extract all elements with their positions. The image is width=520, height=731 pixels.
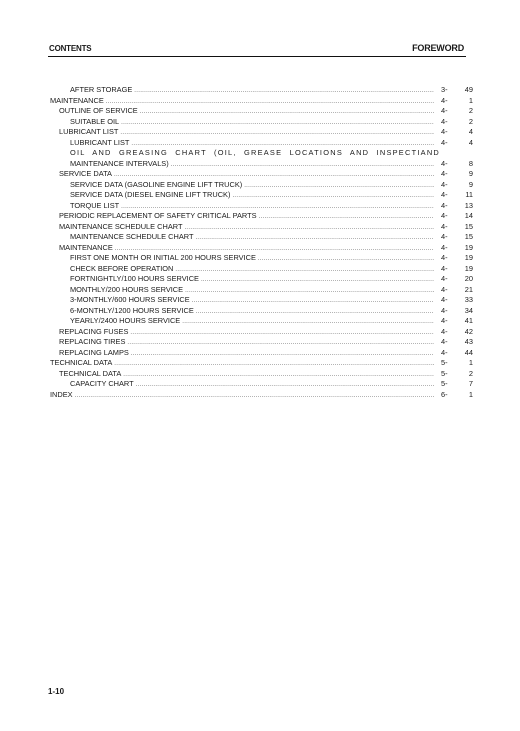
toc-entry-section: 4-: [441, 190, 448, 200]
toc-entry-page: 2: [468, 368, 473, 378]
toc-entry: [50, 305, 473, 317]
toc-entry: [50, 284, 473, 296]
toc-entry-page-ref: [439, 369, 473, 380]
toc-entry-page-ref: [439, 243, 473, 254]
toc-entry-title: SERVICE DATA (GASOLINE ENGINE LIFT TRUCK): [70, 179, 243, 189]
toc-entry-title: MAINTENANCE: [59, 242, 113, 252]
toc-entry: [50, 326, 473, 338]
toc-entry-page-ref: [439, 85, 473, 96]
toc-entry-section: 4-: [441, 137, 448, 147]
toc-entry-section: 4-: [441, 274, 448, 284]
toc-entry-section: 4-: [441, 221, 448, 231]
toc-entry-title: CAPACITY CHART: [70, 379, 134, 389]
toc-entry-title: MONTHLY/200 HOURS SERVICE: [70, 284, 184, 294]
toc-entry-title: OUTLINE OF SERVICE: [59, 106, 138, 116]
toc-entry: [50, 127, 473, 138]
toc-entry: [50, 200, 473, 212]
toc-entry-section: 4-: [441, 200, 448, 210]
toc-entry: [50, 253, 473, 264]
toc-entry-page: 15: [464, 221, 473, 231]
toc-entry-title: MAINTENANCE SCHEDULE CHART: [70, 232, 194, 242]
toc-entry: [50, 316, 473, 327]
toc-entry-title: TECHNICAL DATA: [59, 368, 122, 378]
toc-entry-title: OIL AND GREASING CHART (OIL, GREASE LOCATIONS AND INSPECTIAND: [70, 148, 440, 158]
toc-entry: [50, 211, 473, 222]
toc-entry: [50, 347, 473, 359]
toc-entry-page-ref: [439, 253, 473, 264]
toc-entry-page: 2: [468, 116, 473, 126]
toc-entry-page: 42: [464, 326, 473, 336]
toc-entry-page: 19: [464, 242, 473, 252]
toc-entry-page-ref: [439, 348, 473, 359]
toc-entry: [50, 295, 473, 306]
toc-entry-section: 4-: [441, 337, 448, 347]
toc-entry-title: CHECK BEFORE OPERATION: [70, 263, 174, 273]
toc-entry-page: 20: [464, 274, 473, 284]
toc-entry-title: TECHNICAL DATA: [50, 358, 113, 368]
toc-entry-title: MAINTENANCE SCHEDULE CHART: [59, 221, 183, 231]
toc-entry-page-ref: [439, 117, 473, 128]
toc-entry-section: 4-: [441, 158, 448, 168]
toc-entry-page-ref: [439, 106, 473, 117]
toc-entry: [50, 232, 473, 243]
toc-entry-page-ref: [439, 306, 473, 317]
toc-entry-page: 15: [464, 232, 473, 242]
toc-entry-section: 4-: [441, 316, 448, 326]
toc-entry-page-ref: [439, 264, 473, 275]
toc-entry-page: 19: [464, 263, 473, 273]
header-divider: [48, 56, 466, 57]
toc-entry-page: 43: [464, 337, 473, 347]
toc-entry-page-ref: [439, 190, 473, 201]
toc-entry-page-ref: [439, 127, 473, 138]
toc-entry: [50, 274, 473, 285]
toc-entry-page-ref: [439, 274, 473, 285]
toc-entry-page: 34: [464, 305, 473, 315]
toc-entry-page-ref: [439, 232, 473, 243]
toc-entry-title: 6-MONTHLY/1200 HOURS SERVICE: [70, 305, 194, 315]
toc-entry-page: 8: [468, 158, 473, 168]
toc-entry-section: 4-: [441, 169, 448, 179]
toc-entry-title: MAINTENANCE INTERVALS): [70, 158, 169, 168]
toc-entry: [50, 148, 470, 159]
toc-entry-page: 41: [464, 316, 473, 326]
toc-entry-page: 44: [464, 347, 473, 357]
toc-entry-title: MAINTENANCE: [50, 95, 104, 105]
toc-entry-title: AFTER STORAGE: [70, 85, 133, 94]
toc-entry-page: 13: [464, 200, 473, 210]
toc-entry-title: SERVICE DATA: [59, 169, 112, 179]
toc-entry: [50, 106, 473, 117]
toc-entry-title: INDEX: [50, 389, 73, 399]
toc-entry-page: 21: [464, 284, 473, 294]
toc-entry-section: 6-: [441, 389, 448, 399]
toc-entry: [50, 85, 473, 96]
page-number: 1-10: [48, 687, 65, 696]
toc-entry-title: TORQUE LIST: [70, 200, 120, 210]
toc-entry-page: 19: [464, 253, 473, 263]
table-of-contents: [50, 85, 473, 400]
toc-entry-section: 5-: [441, 368, 448, 378]
toc-entry: [50, 368, 473, 380]
toc-entry-page-ref: [439, 285, 473, 296]
toc-entry: [50, 242, 473, 254]
toc-entry-page-ref: [439, 327, 473, 338]
toc-entry: [50, 337, 473, 348]
toc-entry-page: 49: [464, 85, 473, 94]
toc-entry: [50, 190, 473, 201]
toc-entry-page: 1: [468, 358, 473, 368]
toc-entry: [50, 263, 473, 275]
toc-entry-page-ref: [439, 169, 473, 180]
toc-entry-section: 4-: [441, 95, 448, 105]
toc-entry-title: REPLACING LAMPS: [59, 347, 129, 357]
toc-entry-page-ref: [439, 390, 473, 401]
section-header-contents: CONTENTS: [49, 44, 92, 53]
toc-entry-section: 4-: [441, 305, 448, 315]
toc-entry-section: 4-: [441, 326, 448, 336]
toc-entry-section: 4-: [441, 179, 448, 189]
toc-entry-page: 4: [468, 137, 473, 147]
toc-entry-section: 4-: [441, 242, 448, 252]
toc-entry-title: REPLACING FUSES: [59, 326, 129, 336]
toc-entry-title: 3-MONTHLY/600 HOURS SERVICE: [70, 295, 190, 305]
toc-entry: [50, 95, 473, 107]
toc-entry-title: PERIODIC REPLACEMENT OF SAFETY CRITICAL PARTS: [59, 211, 257, 221]
toc-entry-page-ref: [439, 138, 473, 149]
toc-entry-page-ref: [439, 295, 473, 306]
toc-entry: [50, 389, 473, 401]
toc-entry-title: YEARLY/2400 HOURS SERVICE: [70, 316, 181, 326]
toc-entry-section: 4-: [441, 253, 448, 263]
toc-entry-section: 4-: [441, 127, 448, 137]
toc-entry-section: 5-: [441, 358, 448, 368]
toc-entry: [50, 179, 473, 191]
toc-entry-page-ref: [439, 379, 473, 390]
toc-entry-page: 2: [468, 106, 473, 116]
toc-entry-section: 4-: [441, 284, 448, 294]
toc-entry-page-ref: [439, 337, 473, 348]
toc-entry-page-ref: [439, 358, 473, 369]
toc-entry-page-ref: [439, 222, 473, 233]
toc-entry-page-ref: [439, 316, 473, 327]
toc-entry-page-ref: [439, 96, 473, 107]
toc-entry-section: 3-: [441, 85, 448, 94]
toc-entry-page: 9: [468, 179, 473, 189]
toc-entry-title: LUBRICANT LIST: [70, 137, 130, 147]
toc-entry-title: FORTNIGHTLY/100 HOURS SERVICE: [70, 274, 199, 284]
toc-entry-section: 4-: [441, 232, 448, 242]
toc-entry-section: 4-: [441, 211, 448, 221]
toc-entry: [50, 158, 473, 170]
toc-entry-section: 4-: [441, 347, 448, 357]
toc-entry-section: 4-: [441, 263, 448, 273]
section-header-foreword: FOREWORD: [412, 43, 464, 53]
toc-entry-page: 9: [468, 169, 473, 179]
toc-entry-title: FIRST ONE MONTH OR INITIAL 200 HOURS SERVICE: [70, 253, 256, 263]
toc-entry-page: 4: [468, 127, 473, 137]
toc-entry-title: LUBRICANT LIST: [59, 127, 119, 137]
toc-entry-section: 4-: [441, 116, 448, 126]
toc-entry-title: SERVICE DATA (DIESEL ENGINE LIFT TRUCK): [70, 190, 231, 200]
toc-entry-section: 4-: [441, 295, 448, 305]
toc-entry: [50, 169, 473, 180]
toc-entry-page: 14: [464, 211, 473, 221]
toc-entry-title: REPLACING TIRES: [59, 337, 126, 347]
toc-entry: [50, 379, 473, 390]
toc-entry: [50, 221, 473, 233]
toc-entry-title: SUITABLE OIL: [70, 116, 120, 126]
toc-entry: [50, 137, 473, 149]
toc-entry-page: 11: [465, 190, 473, 200]
toc-entry-page-ref: [439, 201, 473, 212]
toc-entry-page-ref: [439, 159, 473, 170]
toc-entry-section: 5-: [441, 379, 448, 389]
toc-entry-page-ref: [439, 211, 473, 222]
toc-entry-page: 1: [468, 95, 473, 105]
toc-entry-section: 4-: [441, 106, 448, 116]
toc-entry: [50, 358, 473, 369]
toc-entry-page: 1: [468, 389, 473, 399]
toc-entry-page-ref: [439, 180, 473, 191]
toc-entry-page: 33: [464, 295, 473, 305]
dot-leader: [75, 391, 434, 402]
toc-entry: [50, 116, 473, 128]
toc-entry-page: 7: [468, 379, 473, 389]
